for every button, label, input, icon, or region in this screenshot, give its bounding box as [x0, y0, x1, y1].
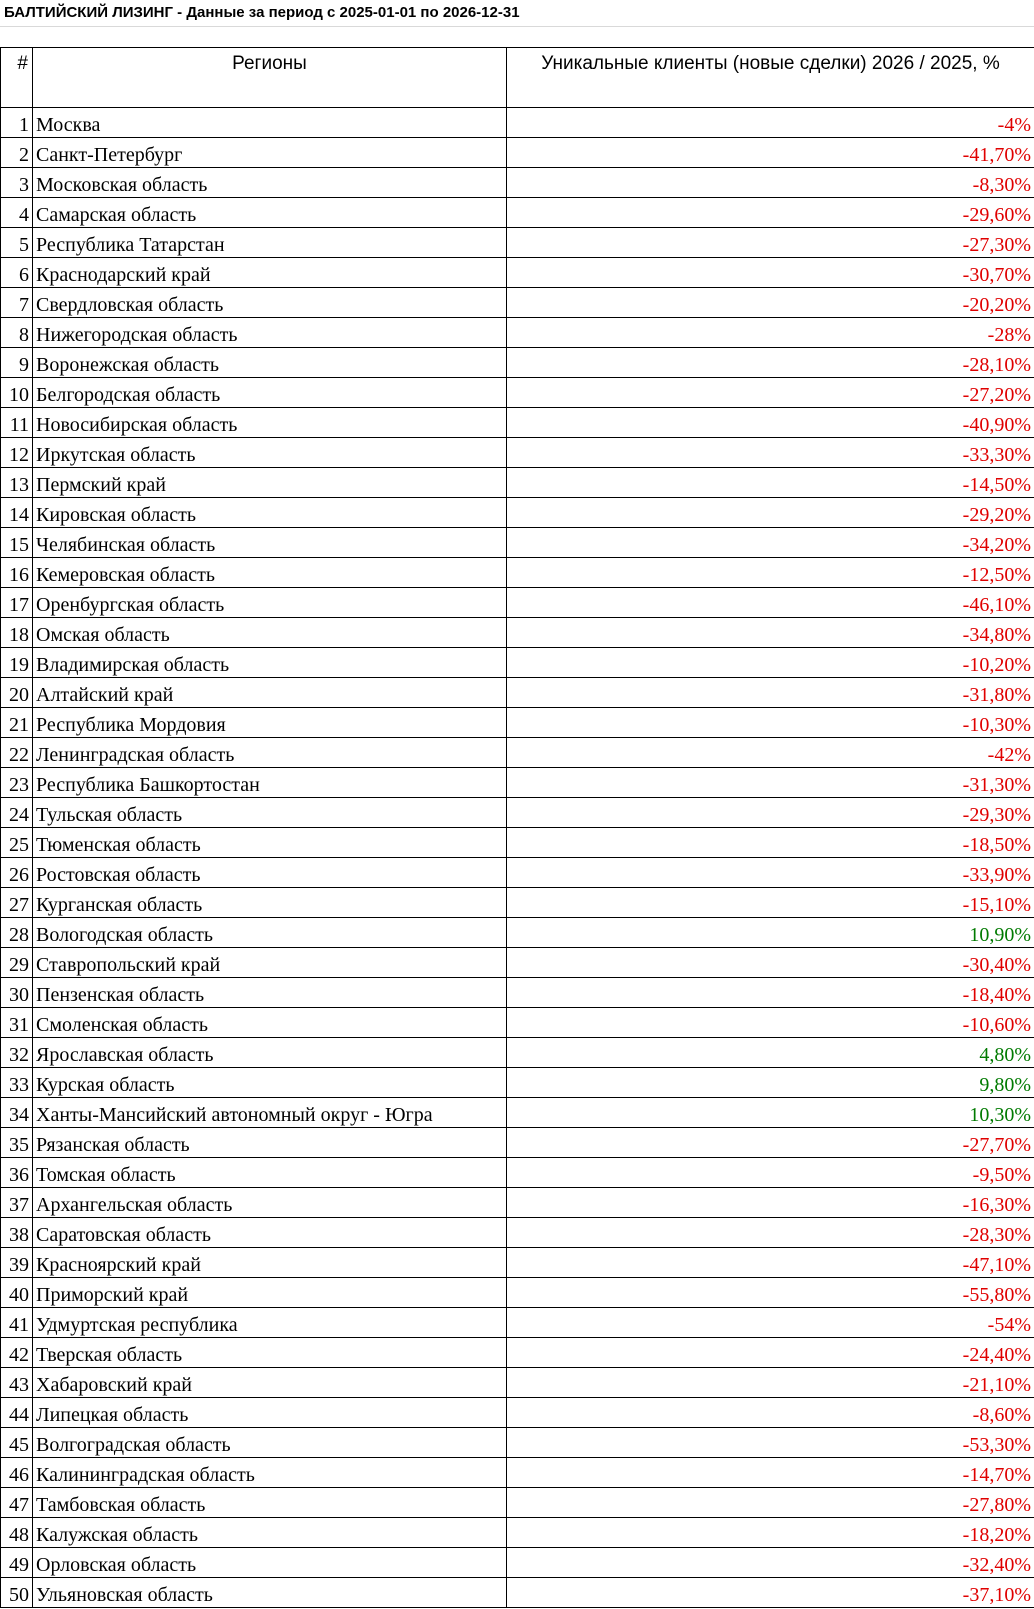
row-number[interactable]: 21	[1, 708, 33, 738]
value-cell[interactable]: -27,30%	[507, 228, 1034, 258]
region-cell[interactable]: Ростовская область	[33, 858, 507, 888]
row-number[interactable]: 18	[1, 618, 33, 648]
value-cell[interactable]: -53,30%	[507, 1428, 1034, 1458]
table-row	[1, 1188, 1034, 1218]
region-cell[interactable]: Омская область	[33, 618, 507, 648]
value-cell[interactable]: -32,40%	[507, 1548, 1034, 1578]
row-number[interactable]: 35	[1, 1128, 33, 1158]
value-cell[interactable]: -31,80%	[507, 678, 1034, 708]
table-row	[1, 648, 1034, 678]
region-cell[interactable]: Тверская область	[33, 1338, 507, 1368]
value-cell[interactable]: -31,30%	[507, 768, 1034, 798]
table-row	[1, 1428, 1034, 1458]
row-number[interactable]: 25	[1, 828, 33, 858]
table-row	[1, 1038, 1034, 1068]
table-row	[1, 348, 1034, 378]
region-cell[interactable]: Белгородская область	[33, 378, 507, 408]
table-row	[1, 978, 1034, 1008]
regions-table	[0, 47, 1034, 1608]
value-cell[interactable]: 4,80%	[507, 1038, 1034, 1068]
table-row	[1, 1338, 1034, 1368]
value-cell[interactable]: -18,20%	[507, 1518, 1034, 1548]
value-cell[interactable]: -20,20%	[507, 288, 1034, 318]
table-row	[1, 1578, 1034, 1608]
region-cell[interactable]: Томская область	[33, 1158, 507, 1188]
header-num[interactable]: #	[1, 48, 33, 108]
table-row	[1, 438, 1034, 468]
table-row	[1, 1458, 1034, 1488]
region-cell[interactable]: Иркутская область	[33, 438, 507, 468]
value-cell[interactable]: -34,80%	[507, 618, 1034, 648]
value-cell[interactable]: -29,30%	[507, 798, 1034, 828]
table-row	[1, 768, 1034, 798]
row-number[interactable]: 15	[1, 528, 33, 558]
value-cell[interactable]: 10,30%	[507, 1098, 1034, 1128]
table-row	[1, 858, 1034, 888]
row-number[interactable]: 34	[1, 1098, 33, 1128]
header-value[interactable]: Уникальные клиенты (новые сделки) 2026 / 2025, %	[507, 48, 1034, 108]
region-cell[interactable]: Пензенская область	[33, 978, 507, 1008]
region-cell[interactable]: Оренбургская область	[33, 588, 507, 618]
value-cell[interactable]: -9,50%	[507, 1158, 1034, 1188]
table-row	[1, 408, 1034, 438]
value-cell[interactable]: -46,10%	[507, 588, 1034, 618]
table-body	[1, 108, 1034, 1608]
value-cell[interactable]: -54%	[507, 1308, 1034, 1338]
table-row	[1, 1128, 1034, 1158]
row-number[interactable]: 23	[1, 768, 33, 798]
table-row	[1, 1398, 1034, 1428]
value-cell[interactable]: 9,80%	[507, 1068, 1034, 1098]
row-number[interactable]: 13	[1, 468, 33, 498]
value-cell[interactable]: -28%	[507, 318, 1034, 348]
row-number[interactable]: 14	[1, 498, 33, 528]
row-number[interactable]: 29	[1, 948, 33, 978]
value-cell[interactable]: -30,70%	[507, 258, 1034, 288]
region-cell[interactable]: Ставропольский край	[33, 948, 507, 978]
row-number[interactable]: 30	[1, 978, 33, 1008]
table-row	[1, 318, 1034, 348]
region-cell[interactable]: Калининградская область	[33, 1458, 507, 1488]
row-number[interactable]: 50	[1, 1578, 33, 1608]
table-row	[1, 258, 1034, 288]
region-cell[interactable]: Республика Мордовия	[33, 708, 507, 738]
table-row	[1, 1308, 1034, 1338]
value-cell[interactable]: -42%	[507, 738, 1034, 768]
region-cell[interactable]: Курская область	[33, 1068, 507, 1098]
grid-divider	[0, 26, 1034, 27]
region-cell[interactable]: Санкт-Петербург	[33, 138, 507, 168]
region-cell[interactable]: Владимирская область	[33, 648, 507, 678]
table-row	[1, 288, 1034, 318]
value-cell[interactable]: -27,70%	[507, 1128, 1034, 1158]
value-cell[interactable]: -30,40%	[507, 948, 1034, 978]
region-cell[interactable]: Самарская область	[33, 198, 507, 228]
table-row	[1, 888, 1034, 918]
value-cell[interactable]: -14,50%	[507, 468, 1034, 498]
row-number[interactable]: 37	[1, 1188, 33, 1218]
region-cell[interactable]: Челябинская область	[33, 528, 507, 558]
sheet-title: БАЛТИЙСКИЙ ЛИЗИНГ - Данные за период с 2025-01-01 по 2026-12-31	[4, 4, 520, 21]
region-cell[interactable]: Ленинградская область	[33, 738, 507, 768]
table-row	[1, 618, 1034, 648]
row-number[interactable]: 31	[1, 1008, 33, 1038]
value-cell[interactable]: -10,20%	[507, 648, 1034, 678]
row-number[interactable]: 47	[1, 1488, 33, 1518]
row-number[interactable]: 19	[1, 648, 33, 678]
row-number[interactable]: 20	[1, 678, 33, 708]
row-number[interactable]: 32	[1, 1038, 33, 1068]
table-row	[1, 828, 1034, 858]
value-cell[interactable]: -34,20%	[507, 528, 1034, 558]
value-cell[interactable]: -27,20%	[507, 378, 1034, 408]
value-cell[interactable]: -33,30%	[507, 438, 1034, 468]
row-number[interactable]: 22	[1, 738, 33, 768]
region-cell[interactable]: Калужская область	[33, 1518, 507, 1548]
row-number[interactable]: 28	[1, 918, 33, 948]
region-cell[interactable]: Тульская область	[33, 798, 507, 828]
row-number[interactable]: 2	[1, 138, 33, 168]
row-number[interactable]: 36	[1, 1158, 33, 1188]
value-cell[interactable]: -16,30%	[507, 1188, 1034, 1218]
table-row	[1, 138, 1034, 168]
table-row	[1, 528, 1034, 558]
row-number[interactable]: 41	[1, 1308, 33, 1338]
table-row	[1, 708, 1034, 738]
table-row	[1, 168, 1034, 198]
region-cell[interactable]: Новосибирская область	[33, 408, 507, 438]
row-number[interactable]: 44	[1, 1398, 33, 1428]
region-cell[interactable]: Республика Башкортостан	[33, 768, 507, 798]
value-cell[interactable]: -24,40%	[507, 1338, 1034, 1368]
value-cell[interactable]: -4%	[507, 108, 1034, 138]
table-row	[1, 1278, 1034, 1308]
table-row	[1, 228, 1034, 258]
value-cell[interactable]: -8,30%	[507, 168, 1034, 198]
row-number[interactable]: 4	[1, 198, 33, 228]
row-number[interactable]: 45	[1, 1428, 33, 1458]
table-row	[1, 1158, 1034, 1188]
region-cell[interactable]: Ульяновская область	[33, 1578, 507, 1608]
value-cell[interactable]: -41,70%	[507, 138, 1034, 168]
value-cell[interactable]: -33,90%	[507, 858, 1034, 888]
table-row	[1, 1008, 1034, 1038]
row-number[interactable]: 27	[1, 888, 33, 918]
region-cell[interactable]: Нижегородская область	[33, 318, 507, 348]
value-cell[interactable]: -37,10%	[507, 1578, 1034, 1608]
row-number[interactable]: 17	[1, 588, 33, 618]
row-number[interactable]: 46	[1, 1458, 33, 1488]
region-cell[interactable]: Вологодская область	[33, 918, 507, 948]
row-number[interactable]: 24	[1, 798, 33, 828]
table-row	[1, 1518, 1034, 1548]
region-cell[interactable]: Приморский край	[33, 1278, 507, 1308]
row-number[interactable]: 43	[1, 1368, 33, 1398]
region-cell[interactable]: Удмуртская республика	[33, 1308, 507, 1338]
value-cell[interactable]: -18,50%	[507, 828, 1034, 858]
table-row	[1, 498, 1034, 528]
value-cell[interactable]: 10,90%	[507, 918, 1034, 948]
region-cell[interactable]: Волгоградская область	[33, 1428, 507, 1458]
row-number[interactable]: 38	[1, 1218, 33, 1248]
region-cell[interactable]: Ханты-Мансийский автономный округ - Югра	[33, 1098, 507, 1128]
table-row	[1, 1488, 1034, 1518]
table-row	[1, 558, 1034, 588]
table-row	[1, 1218, 1034, 1248]
value-cell[interactable]: -18,40%	[507, 978, 1034, 1008]
value-cell[interactable]: -29,60%	[507, 198, 1034, 228]
row-number[interactable]: 49	[1, 1548, 33, 1578]
table-row	[1, 378, 1034, 408]
region-cell[interactable]: Красноярский край	[33, 1248, 507, 1278]
row-number[interactable]: 1	[1, 108, 33, 138]
row-number[interactable]: 48	[1, 1518, 33, 1548]
table-row	[1, 1248, 1034, 1278]
row-number[interactable]: 40	[1, 1278, 33, 1308]
value-cell[interactable]: -55,80%	[507, 1278, 1034, 1308]
region-cell[interactable]: Московская область	[33, 168, 507, 198]
region-cell[interactable]: Хабаровский край	[33, 1368, 507, 1398]
value-cell[interactable]: -12,50%	[507, 558, 1034, 588]
row-number[interactable]: 42	[1, 1338, 33, 1368]
value-cell[interactable]: -14,70%	[507, 1458, 1034, 1488]
row-number[interactable]: 39	[1, 1248, 33, 1278]
value-cell[interactable]: -29,20%	[507, 498, 1034, 528]
table-row	[1, 588, 1034, 618]
region-cell[interactable]: Орловская область	[33, 1548, 507, 1578]
region-cell[interactable]: Рязанская область	[33, 1128, 507, 1158]
value-cell[interactable]: -40,90%	[507, 408, 1034, 438]
value-cell[interactable]: -15,10%	[507, 888, 1034, 918]
table-row	[1, 678, 1034, 708]
table-row	[1, 1098, 1034, 1128]
row-number[interactable]: 10	[1, 378, 33, 408]
row-number[interactable]: 8	[1, 318, 33, 348]
row-number[interactable]: 7	[1, 288, 33, 318]
table-row	[1, 918, 1034, 948]
value-cell[interactable]: -10,30%	[507, 708, 1034, 738]
row-number[interactable]: 5	[1, 228, 33, 258]
table-row	[1, 1548, 1034, 1578]
header-region[interactable]: Регионы	[33, 48, 507, 108]
table-row	[1, 948, 1034, 978]
table-row	[1, 798, 1034, 828]
value-cell[interactable]: -27,80%	[507, 1488, 1034, 1518]
row-number[interactable]: 6	[1, 258, 33, 288]
table-row	[1, 738, 1034, 768]
row-number[interactable]: 11	[1, 408, 33, 438]
header-row	[1, 48, 1034, 108]
value-cell[interactable]: -21,10%	[507, 1368, 1034, 1398]
row-number[interactable]: 3	[1, 168, 33, 198]
region-cell[interactable]: Воронежская область	[33, 348, 507, 378]
region-cell[interactable]: Республика Татарстан	[33, 228, 507, 258]
region-cell[interactable]: Пермский край	[33, 468, 507, 498]
table-row	[1, 1068, 1034, 1098]
region-cell[interactable]: Кемеровская область	[33, 558, 507, 588]
value-cell[interactable]: -47,10%	[507, 1248, 1034, 1278]
region-cell[interactable]: Краснодарский край	[33, 258, 507, 288]
region-cell[interactable]: Тюменская область	[33, 828, 507, 858]
row-number[interactable]: 12	[1, 438, 33, 468]
region-cell[interactable]: Липецкая область	[33, 1398, 507, 1428]
row-number[interactable]: 9	[1, 348, 33, 378]
region-cell[interactable]: Ярославская область	[33, 1038, 507, 1068]
value-cell[interactable]: -8,60%	[507, 1398, 1034, 1428]
row-number[interactable]: 33	[1, 1068, 33, 1098]
region-cell[interactable]: Тамбовская область	[33, 1488, 507, 1518]
row-number[interactable]: 16	[1, 558, 33, 588]
table-row	[1, 468, 1034, 498]
region-cell[interactable]: Москва	[33, 108, 507, 138]
table-row	[1, 1368, 1034, 1398]
region-cell[interactable]: Кировская область	[33, 498, 507, 528]
region-cell[interactable]: Смоленская область	[33, 1008, 507, 1038]
value-cell[interactable]: -10,60%	[507, 1008, 1034, 1038]
region-cell[interactable]: Саратовская область	[33, 1218, 507, 1248]
value-cell[interactable]: -28,10%	[507, 348, 1034, 378]
region-cell[interactable]: Архангельская область	[33, 1188, 507, 1218]
region-cell[interactable]: Курганская область	[33, 888, 507, 918]
table-row	[1, 108, 1034, 138]
region-cell[interactable]: Свердловская область	[33, 288, 507, 318]
region-cell[interactable]: Алтайский край	[33, 678, 507, 708]
row-number[interactable]: 26	[1, 858, 33, 888]
value-cell[interactable]: -28,30%	[507, 1218, 1034, 1248]
table-row	[1, 198, 1034, 228]
